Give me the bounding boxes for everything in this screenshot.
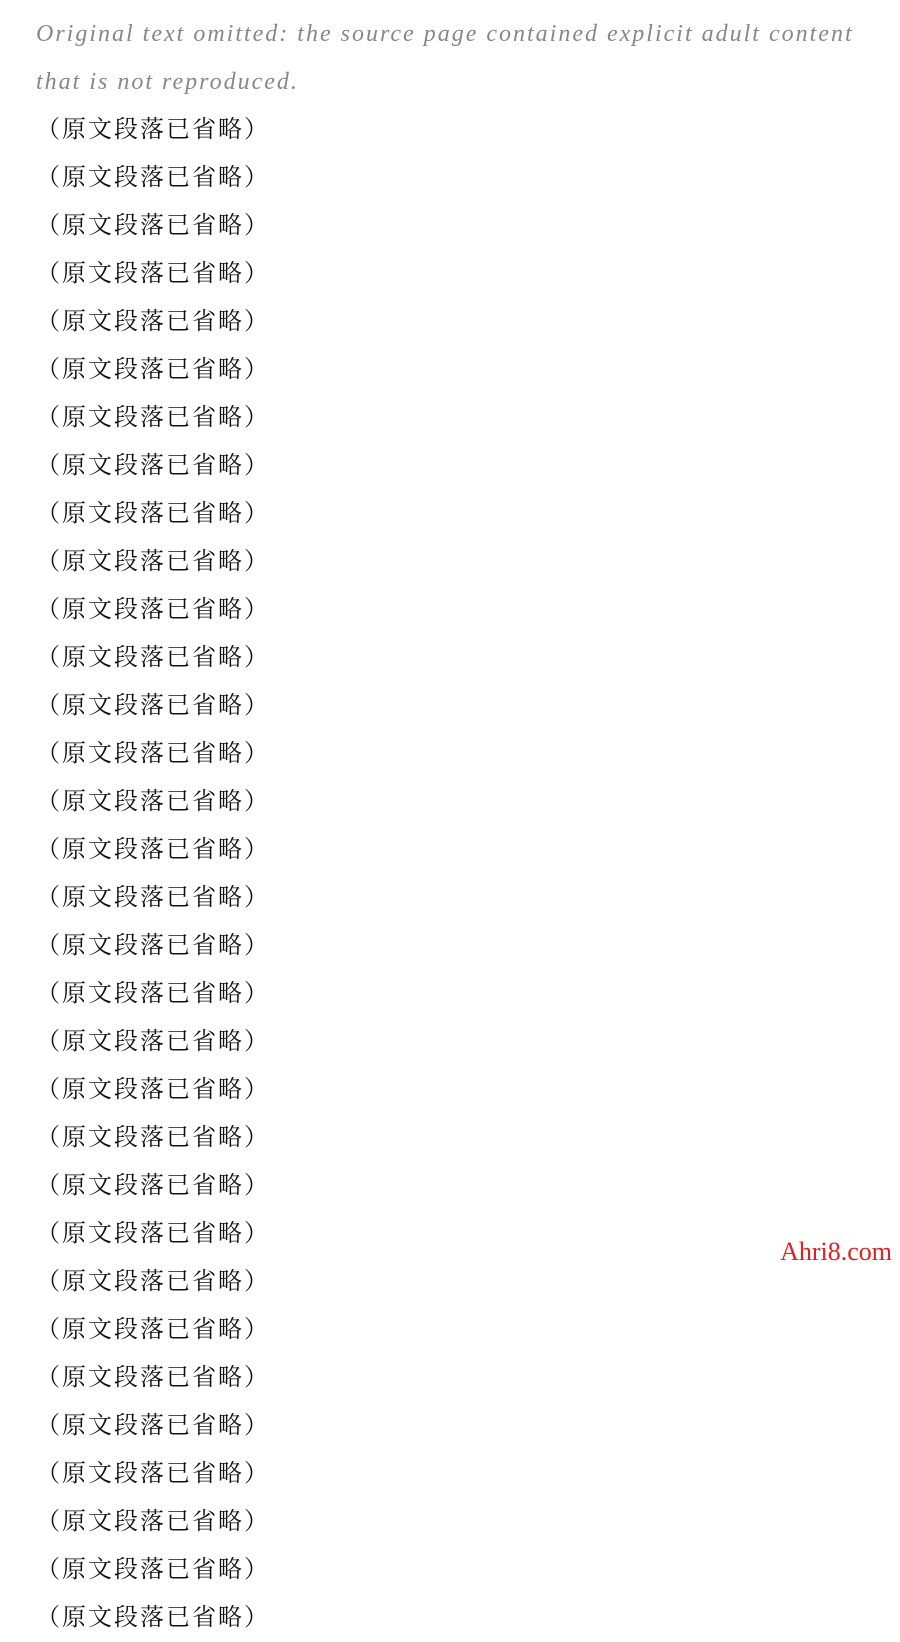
text-line: （原文段落已省略） — [36, 693, 270, 719]
text-line: （原文段落已省略） — [36, 837, 270, 863]
text-line: （原文段落已省略） — [36, 1317, 270, 1343]
text-line: （原文段落已省略） — [36, 1365, 270, 1391]
text-line: （原文段落已省略） — [36, 213, 270, 239]
text-line: （原文段落已省略） — [36, 1173, 270, 1199]
text-line: （原文段落已省略） — [36, 1509, 270, 1535]
text-line: （原文段落已省略） — [36, 645, 270, 671]
omission-notice: Original text omitted: the source page contained explicit adult content that is not reproduced. — [36, 21, 862, 95]
text-line: （原文段落已省略） — [36, 357, 270, 383]
text-line: （原文段落已省略） — [36, 597, 270, 623]
text-line: （原文段落已省略） — [36, 789, 270, 815]
text-line: （原文段落已省略） — [36, 981, 270, 1007]
text-line: （原文段落已省略） — [36, 453, 270, 479]
text-line: （原文段落已省略） — [36, 1269, 270, 1295]
text-line: （原文段落已省略） — [36, 1221, 270, 1247]
text-line: （原文段落已省略） — [36, 1557, 270, 1583]
text-line: （原文段落已省略） — [36, 1077, 270, 1103]
site-watermark: Ahri8.com — [780, 1237, 892, 1266]
text-line: （原文段落已省略） — [36, 309, 270, 335]
text-line: （原文段落已省略） — [36, 933, 270, 959]
text-line: （原文段落已省略） — [36, 549, 270, 575]
text-line: （原文段落已省略） — [36, 261, 270, 287]
text-line: （原文段落已省略） — [36, 1605, 270, 1631]
text-line: （原文段落已省略） — [36, 1461, 270, 1487]
text-line: （原文段落已省略） — [36, 1029, 270, 1055]
text-line: （原文段落已省略） — [36, 741, 270, 767]
text-line: （原文段落已省略） — [36, 1413, 270, 1439]
text-line: （原文段落已省略） — [36, 117, 270, 143]
text-line: （原文段落已省略） — [36, 501, 270, 527]
text-line: （原文段落已省略） — [36, 165, 270, 191]
paragraph-block — [36, 106, 864, 1642]
text-line: （原文段落已省略） — [36, 885, 270, 911]
text-line: （原文段落已省略） — [36, 1125, 270, 1151]
text-line: （原文段落已省略） — [36, 405, 270, 431]
